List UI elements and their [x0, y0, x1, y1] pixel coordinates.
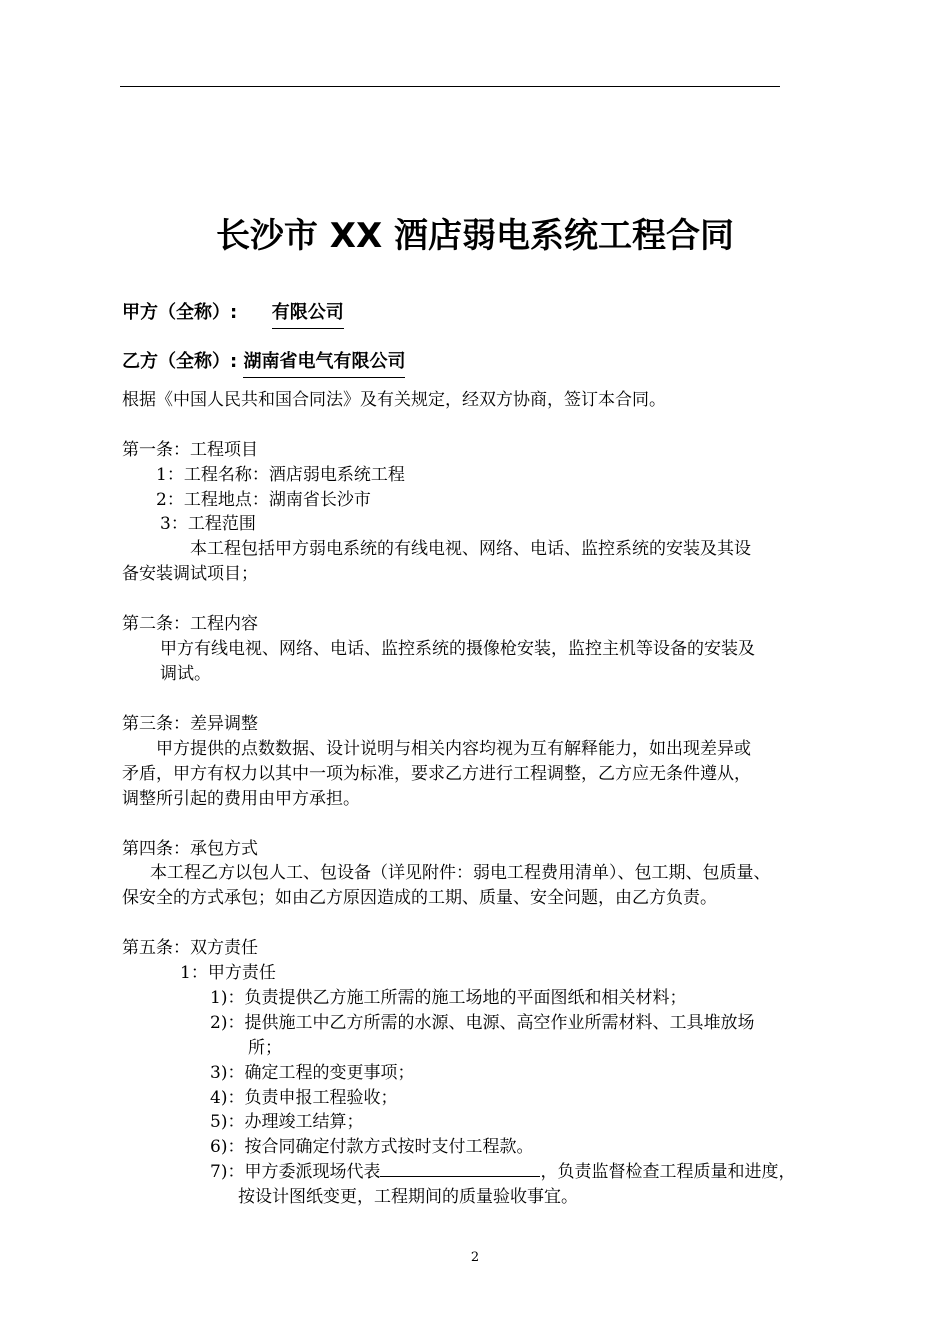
article-5-item-7a: [210, 1160, 795, 1184]
article-1-scope-line-2: 备安装调试项目；: [122, 564, 258, 584]
article-5-item-6: 6)：按合同确定付款方式按时支付工程款。: [210, 1137, 534, 1157]
article-5-item-7a-pre: 7)：甲方委派现场代表: [210, 1162, 381, 1182]
article-5-item-2a: 2)：提供施工中乙方所需的水源、电源、高空作业所需材料、工具堆放场: [210, 1013, 755, 1033]
article-5-item-7b: 按设计图纸变更，工程期间的质量验收事宜。: [238, 1187, 578, 1207]
article-4-line-2: 保安全的方式承包；如由乙方原因造成的工期、质量、安全问题，由乙方负责。: [122, 888, 717, 908]
article-1-scope-line-1: 本工程包括甲方弱电系统的有线电视、网络、电话、监控系统的安装及其设: [190, 539, 751, 559]
representative-blank-field[interactable]: [380, 1160, 540, 1177]
article-1-heading: 第一条：工程项目: [122, 440, 258, 460]
header-rule: [120, 86, 780, 87]
article-2-line-1: 甲方有线电视、网络、电话、监控系统的摄像枪安装，监控主机等设备的安装及: [160, 639, 755, 659]
article-4-heading: 第四条：承包方式: [122, 839, 258, 859]
article-1-item-1: 1：工程名称：酒店弱电系统工程: [156, 465, 405, 485]
article-5-item-2b: 所；: [248, 1038, 282, 1058]
article-5-item-5: 5)：办理竣工结算；: [210, 1112, 364, 1132]
party-b-value: 湖南省电气有限公司: [243, 347, 405, 378]
article-1-item-3: 3：工程范围: [160, 514, 256, 534]
article-4-line-1: 本工程乙方以包人工、包设备（详见附件：弱电工程费用清单）、包工期、包质量、: [150, 863, 771, 883]
party-a: [122, 298, 344, 329]
article-5-heading: 第五条：双方责任: [122, 938, 258, 958]
party-b: [122, 347, 405, 378]
article-5-item-4: 4)：负责申报工程验收；: [210, 1088, 398, 1108]
contract-title: 长沙市 XX 酒店弱电系统工程合同: [215, 216, 735, 256]
article-5-item-3: 3)：确定工程的变更事项；: [210, 1063, 415, 1083]
intro-text: 根据《中国人民共和国合同法》及有关规定，经双方协商，签订本合同。: [122, 390, 666, 410]
article-5-item-7a-post: ，负责监督检查工程质量和进度，: [540, 1162, 796, 1182]
article-1-item-2: 2：工程地点：湖南省长沙市: [156, 490, 371, 510]
article-3-line-2: 矛盾，甲方有权力以其中一项为标准，要求乙方进行工程调整，乙方应无条件遵从，: [122, 764, 751, 784]
article-3-heading: 第三条：差异调整: [122, 714, 258, 734]
party-a-label: 甲方（全称）:: [122, 302, 238, 323]
article-2-line-2: 调试。: [160, 664, 211, 684]
article-3-line-3: 调整所引起的费用由甲方承担。: [122, 789, 360, 809]
party-a-value: 有限公司: [272, 298, 344, 329]
page-number: 2: [470, 1250, 480, 1265]
article-5-sub-1: 1：甲方责任: [180, 963, 276, 983]
article-2-heading: 第二条：工程内容: [122, 614, 258, 634]
party-b-label: 乙方（全称）:: [122, 351, 238, 372]
article-5-item-1: 1)：负责提供乙方施工所需的施工场地的平面图纸和相关材料；: [210, 988, 687, 1008]
article-3-line-1: 甲方提供的点数数据、设计说明与相关内容均视为互有解释能力，如出现差异或: [156, 739, 751, 759]
